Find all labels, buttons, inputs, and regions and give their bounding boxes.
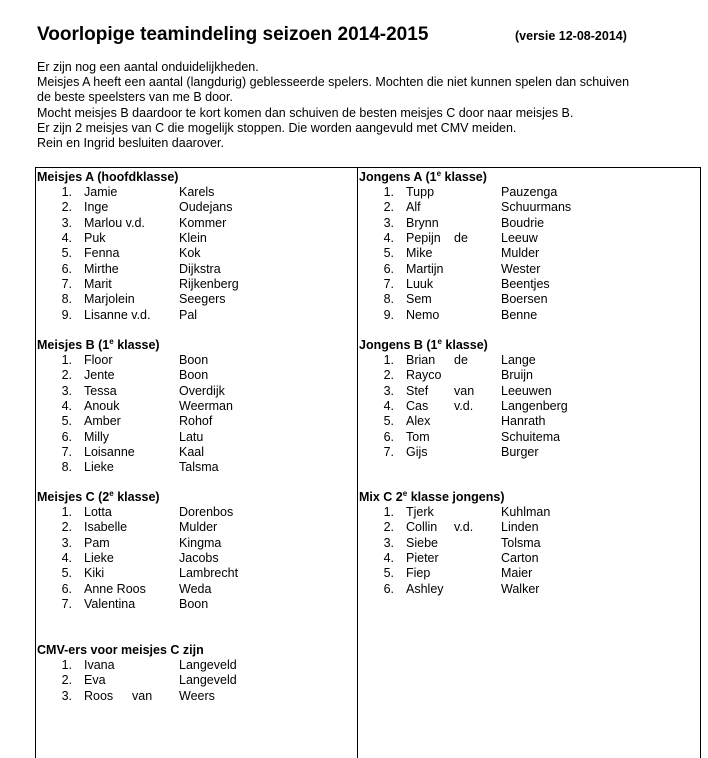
player-first-name: Alf <box>406 200 421 215</box>
player-first-name: Gijs <box>406 444 428 459</box>
player-row <box>358 262 700 277</box>
player-last-name: Boersen <box>501 292 548 307</box>
player-number: 2. <box>61 368 72 383</box>
player-row <box>36 399 356 414</box>
player-row <box>36 384 356 399</box>
team-title: Meisjes A (hoofdklasse) <box>37 170 179 184</box>
player-first-name: Tjerk <box>406 505 434 520</box>
player-first-name: Nemo <box>406 307 440 322</box>
player-row <box>36 566 356 581</box>
version-label: (versie 12-08-2014) <box>515 29 627 43</box>
player-first-name: Martijn <box>406 261 444 276</box>
player-first-name: Mike <box>406 246 433 261</box>
player-first-name: Cas <box>406 399 429 414</box>
intro-line: Er zijn 2 meisjes van C die mogelijk stoppen. Die worden aangevuld met CMV meiden. <box>37 120 517 135</box>
intro-line: Er zijn nog een aantal onduidelijkheden. <box>37 60 259 74</box>
player-last-name: Weda <box>179 581 212 596</box>
player-first-name: Siebe <box>406 535 438 550</box>
player-last-name: Langeveld <box>179 658 237 673</box>
player-first-name: Lotta <box>84 505 112 520</box>
player-last-name: Seegers <box>179 292 226 307</box>
player-number: 4. <box>383 231 394 246</box>
player-first-name: Jamie <box>84 185 118 200</box>
player-first-name: Pam <box>84 535 110 550</box>
player-row <box>36 185 356 200</box>
player-row <box>36 353 356 368</box>
player-last-name: Weers <box>179 688 215 703</box>
team-section <box>358 338 700 460</box>
player-row <box>36 414 356 429</box>
player-last-name: Langenberg <box>501 399 568 414</box>
player-row <box>358 399 700 414</box>
player-first-name: Tessa <box>84 383 117 398</box>
player-last-name: Kingma <box>179 535 222 550</box>
player-last-name: Schuitema <box>501 429 561 444</box>
player-last-name: Boon <box>179 596 209 611</box>
player-row <box>358 566 700 581</box>
player-row <box>36 368 356 383</box>
player-last-name: Linden <box>501 520 539 535</box>
team-section <box>36 170 356 323</box>
player-first-name: Sem <box>406 292 432 307</box>
player-number: 1. <box>383 353 394 368</box>
player-number: 1. <box>61 353 72 368</box>
player-number: 3. <box>61 535 72 550</box>
player-number: 7. <box>61 596 72 611</box>
player-first-name: Collin <box>406 520 438 535</box>
player-row <box>358 308 700 323</box>
team-title: Jongens B (1e klasse) <box>359 336 488 352</box>
player-last-name: Rijkenberg <box>179 276 239 291</box>
player-row <box>358 536 700 551</box>
player-first-name: Pieter <box>406 551 439 566</box>
player-row <box>358 353 700 368</box>
player-last-name: Beentjes <box>501 276 550 291</box>
player-row <box>358 246 700 261</box>
player-number: 3. <box>383 215 394 230</box>
team-section <box>36 338 356 476</box>
player-number: 6. <box>383 581 394 596</box>
player-first-name: Eva <box>84 673 106 688</box>
player-name-prefix: de <box>454 353 468 368</box>
player-number: 5. <box>61 414 72 429</box>
player-last-name: Weerman <box>179 399 233 414</box>
player-number: 7. <box>61 276 72 291</box>
player-last-name: Leeuwen <box>501 383 552 398</box>
intro-line: Rein en Ingrid besluiten daarover. <box>37 136 224 151</box>
player-first-name: Puk <box>84 231 106 246</box>
player-first-name: Brian <box>406 353 436 368</box>
player-row <box>36 505 356 520</box>
player-number: 2. <box>383 520 394 535</box>
player-number: 2. <box>61 673 72 688</box>
player-number: 5. <box>383 566 394 581</box>
player-number: 2. <box>383 200 394 215</box>
player-first-name: Floor <box>84 353 113 368</box>
player-number: 1. <box>61 505 72 520</box>
player-row <box>36 246 356 261</box>
player-last-name: Mulder <box>179 520 218 535</box>
player-number: 6. <box>61 429 72 444</box>
player-last-name: Mulder <box>501 246 540 261</box>
player-last-name: Pal <box>179 307 198 322</box>
player-row <box>36 445 356 460</box>
player-last-name: Tolsma <box>501 535 541 550</box>
player-first-name: Kiki <box>84 566 105 581</box>
player-last-name: Dijkstra <box>179 261 221 276</box>
player-number: 4. <box>383 399 394 414</box>
player-first-name: Milly <box>84 429 109 444</box>
player-row <box>358 292 700 307</box>
player-last-name: Burger <box>501 444 539 459</box>
player-last-name: Wester <box>501 261 541 276</box>
player-row <box>358 384 700 399</box>
player-last-name: Bruijn <box>501 368 533 383</box>
player-number: 5. <box>61 566 72 581</box>
player-number: 8. <box>61 460 72 475</box>
player-last-name: Carton <box>501 551 539 566</box>
player-first-name: Loisanne <box>84 444 135 459</box>
player-first-name: Lieke <box>84 460 114 475</box>
player-first-name: Pepijn <box>406 231 441 246</box>
player-number: 6. <box>61 581 72 596</box>
player-number: 7. <box>383 444 394 459</box>
player-row <box>36 536 356 551</box>
intro-line: de beste speelsters van me B door. <box>37 90 233 105</box>
team-title: Meisjes B (1e klasse) <box>37 336 160 352</box>
player-first-name: Fiep <box>406 566 431 581</box>
player-last-name: Kuhlman <box>501 505 551 520</box>
player-last-name: Walker <box>501 581 540 596</box>
team-title: Jongens A (1e klasse) <box>359 168 487 184</box>
player-row <box>36 308 356 323</box>
player-name-prefix: de <box>454 231 468 246</box>
player-number: 5. <box>383 246 394 261</box>
player-row <box>358 200 700 215</box>
player-row <box>358 414 700 429</box>
player-last-name: Lambrecht <box>179 566 239 581</box>
team-title: CMV-ers voor meisjes C zijn <box>37 643 204 657</box>
player-name-prefix: van <box>454 383 475 398</box>
player-number: 4. <box>383 551 394 566</box>
player-last-name: Oudejans <box>179 200 233 215</box>
player-last-name: Pauzenga <box>501 185 558 200</box>
team-section <box>36 643 356 704</box>
player-first-name: Mirthe <box>84 261 119 276</box>
player-number: 9. <box>61 307 72 322</box>
intro-line: Meisjes A heeft een aantal (langdurig) geblesseerde spelers. Mochten die niet kunnen spelen dan schuiven <box>37 75 630 90</box>
player-row <box>358 520 700 535</box>
intro-text <box>37 60 697 151</box>
player-first-name: Marit <box>84 276 112 291</box>
player-first-name: Rayco <box>406 368 442 383</box>
player-first-name: Tupp <box>406 185 435 200</box>
player-number: 3. <box>61 383 72 398</box>
player-number: 1. <box>61 185 72 200</box>
player-number: 1. <box>383 185 394 200</box>
player-number: 6. <box>383 429 394 444</box>
player-row <box>358 277 700 292</box>
player-row <box>36 200 356 215</box>
player-number: 7. <box>383 276 394 291</box>
player-last-name: Lange <box>501 353 536 368</box>
player-name-prefix: v.d. <box>454 520 474 535</box>
player-last-name: Klein <box>179 231 207 246</box>
player-last-name: Jacobs <box>179 551 219 566</box>
player-row <box>36 262 356 277</box>
player-last-name: Boon <box>179 368 209 383</box>
player-last-name: Latu <box>179 429 204 444</box>
player-first-name: Roos <box>84 688 114 703</box>
player-number: 4. <box>61 551 72 566</box>
player-row <box>358 185 700 200</box>
player-last-name: Rohof <box>179 414 213 429</box>
player-row <box>36 658 356 673</box>
player-first-name: Brynn <box>406 215 439 230</box>
player-number: 3. <box>383 535 394 550</box>
player-row <box>36 231 356 246</box>
player-first-name: Ivana <box>84 658 115 673</box>
player-number: 9. <box>383 307 394 322</box>
player-row <box>36 582 356 597</box>
player-number: 5. <box>61 246 72 261</box>
player-number: 8. <box>383 292 394 307</box>
player-row <box>358 216 700 231</box>
player-row <box>358 551 700 566</box>
team-section <box>358 170 700 323</box>
player-name-prefix: van <box>132 688 153 703</box>
player-last-name: Benne <box>501 307 538 322</box>
player-row <box>358 368 700 383</box>
player-first-name: Stef <box>406 383 429 398</box>
player-number: 1. <box>383 505 394 520</box>
player-number: 3. <box>61 215 72 230</box>
intro-line: Mocht meisjes B daardoor te kort komen dan schuiven de besten meisjes C door naar meisjes B. <box>37 105 574 120</box>
player-last-name: Leeuw <box>501 231 538 246</box>
player-number: 4. <box>61 231 72 246</box>
player-first-name: Luuk <box>406 276 434 291</box>
player-first-name: Tom <box>406 429 430 444</box>
team-title: Meisjes C (2e klasse) <box>37 488 160 504</box>
player-first-name: Marjolein <box>84 292 135 307</box>
player-row <box>36 673 356 688</box>
player-last-name: Maier <box>501 566 533 581</box>
player-number: 3. <box>61 688 72 703</box>
team-section <box>358 490 700 597</box>
player-first-name: Ashley <box>406 581 444 596</box>
player-last-name: Overdijk <box>179 383 225 398</box>
player-last-name: Kaal <box>179 444 205 459</box>
team-title: Mix C 2e klasse jongens) <box>359 488 505 504</box>
player-first-name: Lisanne v.d. <box>84 307 151 322</box>
player-last-name: Langeveld <box>179 673 237 688</box>
player-number: 5. <box>383 414 394 429</box>
player-first-name: Marlou v.d. <box>84 215 145 230</box>
player-number: 6. <box>61 261 72 276</box>
player-first-name: Jente <box>84 368 115 383</box>
player-last-name: Boon <box>179 353 209 368</box>
player-first-name: Fenna <box>84 246 120 261</box>
player-number: 3. <box>383 383 394 398</box>
player-row <box>358 430 700 445</box>
player-row <box>36 551 356 566</box>
player-number: 2. <box>61 200 72 215</box>
team-section <box>36 490 356 612</box>
player-number: 2. <box>383 368 394 383</box>
player-number: 6. <box>383 261 394 276</box>
player-last-name: Talsma <box>179 460 219 475</box>
player-last-name: Kok <box>179 246 201 261</box>
player-number: 8. <box>61 292 72 307</box>
player-last-name: Hanrath <box>501 414 546 429</box>
player-number: 2. <box>61 520 72 535</box>
player-first-name: Alex <box>406 414 431 429</box>
player-last-name: Boudrie <box>501 215 545 230</box>
player-first-name: Isabelle <box>84 520 128 535</box>
player-row <box>358 231 700 246</box>
document-title: Voorlopige teamindeling seizoen 2014-2015 <box>37 24 429 45</box>
player-name-prefix: v.d. <box>454 399 474 414</box>
player-first-name: Anouk <box>84 399 120 414</box>
player-number: 4. <box>61 399 72 414</box>
player-last-name: Karels <box>179 185 215 200</box>
player-first-name: Amber <box>84 414 121 429</box>
player-first-name: Lieke <box>84 551 114 566</box>
player-last-name: Dorenbos <box>179 505 234 520</box>
player-first-name: Valentina <box>84 596 136 611</box>
player-row <box>36 292 356 307</box>
player-row <box>36 689 356 704</box>
player-number: 7. <box>61 444 72 459</box>
player-first-name: Anne Roos <box>84 581 146 596</box>
player-row <box>358 445 700 460</box>
player-row <box>36 216 356 231</box>
team-table <box>35 167 701 758</box>
player-row <box>358 582 700 597</box>
player-row <box>36 520 356 535</box>
player-row <box>358 505 700 520</box>
player-row <box>36 460 356 475</box>
player-row <box>36 597 356 612</box>
player-last-name: Kommer <box>179 215 227 230</box>
player-number: 1. <box>61 658 72 673</box>
player-first-name: Inge <box>84 200 109 215</box>
player-row <box>36 430 356 445</box>
player-last-name: Schuurmans <box>501 200 572 215</box>
player-row <box>36 277 356 292</box>
